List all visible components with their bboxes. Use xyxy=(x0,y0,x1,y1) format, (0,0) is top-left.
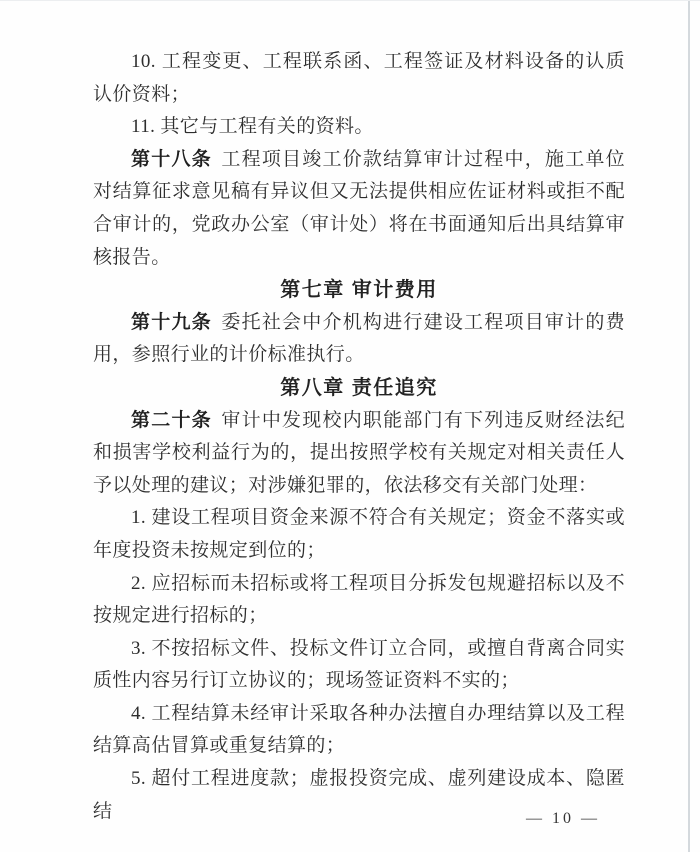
page-number: — 10 — xyxy=(526,810,600,827)
list-item-11: 11. 其它与工程有关的资料。 xyxy=(131,116,374,138)
article-18-paragraph xyxy=(93,144,625,274)
scan-edge-line xyxy=(688,0,690,852)
list-item-10: 10. 工程变更、工程联系函、工程签证及材料设备的认质认价资料； xyxy=(93,51,625,105)
article-18-number: 第十八条 xyxy=(131,148,212,170)
article-20-text: 审计中发现校内职能部门有下列违反财经法纪和损害学校利益行为的，提出按照学校有关规定对相关责任人予以处理的建议；对涉嫌犯罪的，依法移交有关部门处理： xyxy=(93,409,625,496)
list-item-3: 3. 不按招标文件、投标文件订立合同，或擅自背离合同实质性内容另行订立协议的；现场签证资料不实的； xyxy=(93,637,625,692)
article-19-text: 委托社会中介机构进行建设工程项目审计的费用，参照行业的计价标准执行。 xyxy=(93,311,625,366)
scan-edge-top-line xyxy=(0,0,700,1)
list-item-4: 4. 工程结算未经审计采取各种办法擅自办理结算以及工程结算高估冒算或重复结算的； xyxy=(93,702,625,757)
article-20-paragraph xyxy=(93,405,625,503)
article-20-number: 第二十条 xyxy=(131,409,212,431)
article-19-number: 第十九条 xyxy=(131,311,212,333)
article-18-text: 工程项目竣工价款结算审计过程中，施工单位对结算征求意见稿有异议但又无法提供相应佐证材料或拒不配合审计的，党政办公室（审计处）将在书面通知后出具结算审核报告。 xyxy=(93,148,625,268)
list-item-1: 1. 建设工程项目资金来源不符合有关规定；资金不落实或年度投资未按规定到位的； xyxy=(93,507,625,561)
list-item-5: 5. 超付工程进度款；虚报投资完成、虚列建设成本、隐匿结 xyxy=(93,768,625,822)
chapter-8-heading: 第八章 责任追究 xyxy=(280,376,438,399)
article-19-paragraph xyxy=(93,307,625,372)
document-body xyxy=(93,46,625,828)
chapter-7-heading: 第七章 审计费用 xyxy=(280,279,438,302)
list-item-2: 2. 应招标而未招标或将工程项目分拆发包规避招标以及不按规定进行招标的； xyxy=(93,572,625,627)
